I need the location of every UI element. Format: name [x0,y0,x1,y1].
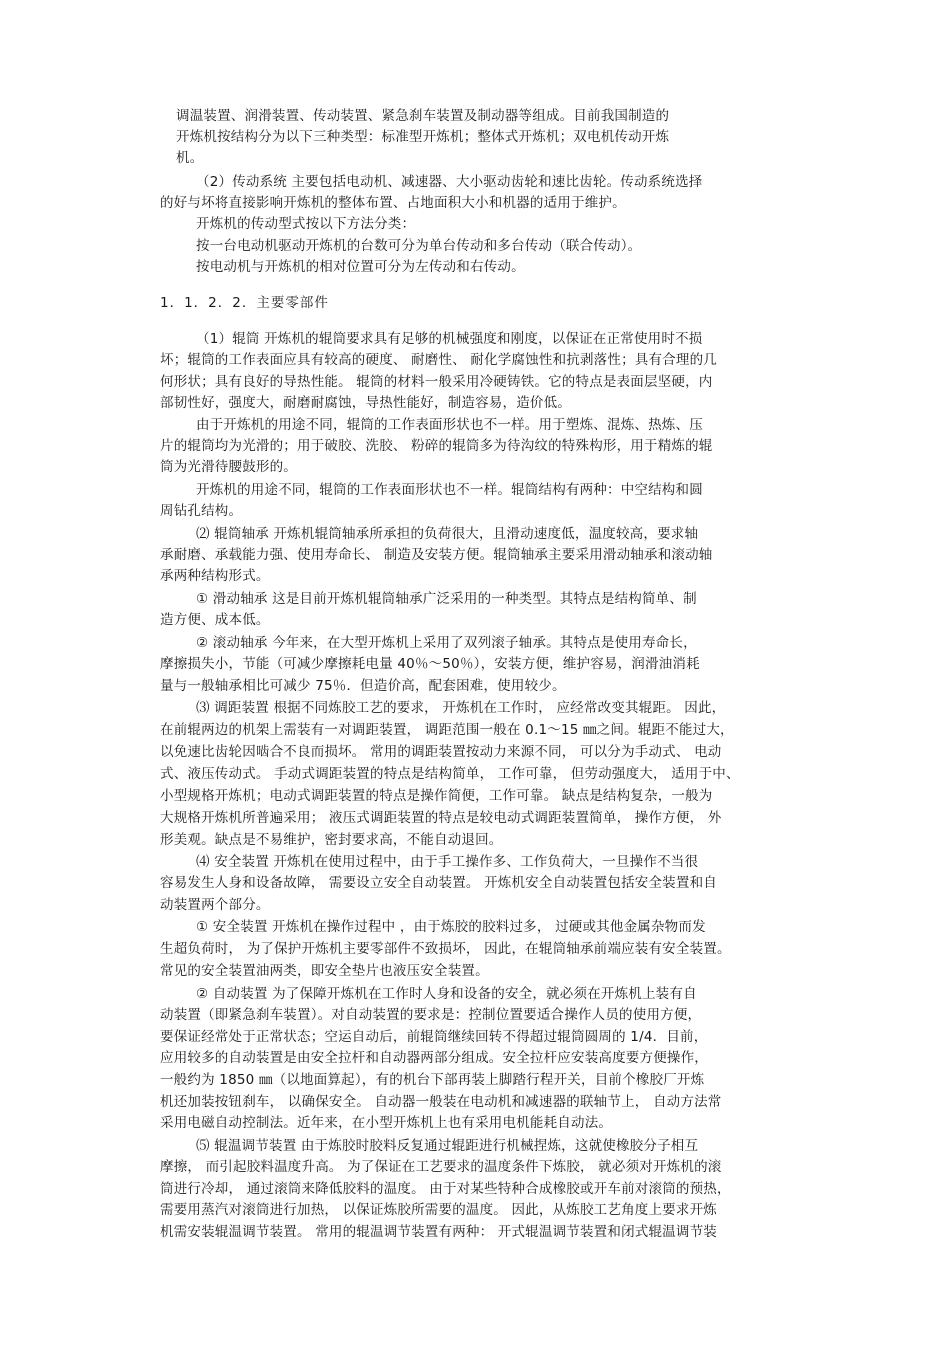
text-line: （2）传动系统 主要包括电动机、减速器、大小驱动齿轮和速比齿轮。传动系统选择 [196,174,703,190]
text-line: ② 滚动轴承 今年来，在大型开炼机上采用了双列滚子轴承。其特点是使用寿命长， [196,635,697,651]
text-line: 形美观。缺点是不易维护，密封要求高，不能自动退回。 [160,832,503,848]
text-line: 承耐磨、承载能力强、使用寿命长、 制造及安装方便。辊筒轴承主要采用滑动轴承和滚动轴 [160,547,713,563]
text-line: 何形状；具有良好的导热性能。 辊筒的材料一般采用冷硬铸铁。它的特点是表面层坚硬，内 [160,374,713,390]
text-line: 动装置（即紧急刹车装置）。对自动装置的要求是：控制位置要适合操作人员的使用方便， [160,1007,702,1023]
text-line: 承两种结构形式。 [160,568,270,584]
section-heading: 1．1．2．2．主要零部件 [160,295,329,311]
text-line: 式、液压传动式。 手动式调距装置的特点是结构简单， 工作可靠， 但劳动强度大， 适用于中、 [160,766,740,782]
text-line: 容易发生人身和设备故障， 需要设立安全自动装置。 开炼机安全自动装置包括安全装置和自 [160,875,717,891]
text-line: 由于开炼机的用途不同，辊筒的工作表面形状也不一样。用于塑炼、混炼、热炼、压 [196,417,703,433]
text-line: 开炼机按结构分为以下三种类型：标准型开炼机；整体式开炼机；双电机传动开炼 [176,129,670,145]
text-line: 应用较多的自动装置是由安全拉杆和自动器两部分组成。安全拉杆应安装高度要方便操作， [160,1050,708,1066]
text-line: 开炼机的传动型式按以下方法分类： [196,216,416,232]
text-line: 筒为光滑待腰鼓形的。 [160,459,297,475]
text-line: 摩擦， 而引起胶料温度升高。 为了保证在工艺要求的温度条件下炼胶， 就必须对开炼机的滚 [160,1159,722,1175]
text-line: 开炼机的用途不同，辊筒的工作表面形状也不一样。辊筒结构有两种：中空结构和圆 [196,482,703,498]
text-line: 的好与坏将直接影响开炼机的整体布置、占地面积大小和机器的适用于维护。 [160,195,626,211]
text-line: ⑷ 安全装置 开炼机在使用过程中，由于手工操作多、工作负荷大，一旦操作不当很 [196,854,699,870]
text-line: 生超负荷时， 为了保护开炼机主要零部件不致损坏， 因此，在辊筒轴承前端应装有安全装置。 [160,941,731,957]
text-line: 按电动机与开炼机的相对位置可分为左传动和右传动。 [196,259,525,275]
text-line: 按一台电动机驱动开炼机的台数可分为单台传动和多台传动（联合传动）。 [196,238,642,254]
text-line: 机。 [176,150,204,166]
text-line: 以免速比齿轮因啮合不良而损坏。 常用的调距装置按动力来源不同， 可以分为手动式、 电动 [160,744,722,760]
text-line: 片的辊筒均为光滑的；用于破胶、洗胶、 粉碎的辊筒多为待沟纹的特殊构形，用于精炼的辊 [160,438,713,454]
text-line: 量与一般轴承相比可减少 75％．但造价高，配套困难，使用较少。 [160,678,566,694]
text-line: 动装置两个部分。 [160,897,270,913]
text-line: 机需安装辊温调节装置。 常用的辊温调节装置有两种： 开式辊温调节装置和闭式辊温调节装 [160,1224,717,1240]
text-line: ⑵ 辊筒轴承 开炼机辊筒轴承所承担的负荷很大，且滑动速度低，温度较高，要求轴 [196,526,699,542]
text-line: 周钻孔结构。 [160,503,243,519]
text-line: ① 安全装置 开炼机在操作过程中 ，由于炼胶的胶料过多， 过硬或其他金属杂物而发 [196,919,706,935]
text-line: 坏；辊筒的工作表面应具有较高的硬度、 耐磨性、 耐化学腐蚀性和抗剥落性；具有合理的几 [160,352,717,368]
text-line: 小型规格开炼机；电动式调距装置的特点是操作简便，工作可靠。 缺点是结构复杂，一般为 [160,788,713,804]
text-line: ⑸ 辊温调节装置 由于炼胶时胶料反复通过辊距进行机械捏炼，这就使橡胶分子相互 [196,1138,699,1154]
text-line: 摩擦损失小，节能（可减少摩擦耗电量 40％～50％），安装方便，维护容易，润滑油消耗 [160,656,700,672]
text-line: （1）辊筒 开炼机的辊筒要求具有足够的机械强度和刚度，以保证在正常使用时不损 [196,331,703,347]
text-line: 常见的安全装置油两类，即安全垫片也液压安全装置。 [160,963,489,979]
text-line: 在前辊两边的机架上需装有一对调距装置， 调距范围一般在 0.1～15 ㎜之间。辊距不能过大， [160,722,734,738]
text-line: 调温装置、润滑装置、传动装置、紧急刹车装置及制动器等组成。目前我国制造的 [176,108,670,124]
text-line: 要保证经常处于正常状态；空运自动后，前辊筒继续回转不得超过辊筒圆周的 1/4．目前， [160,1029,708,1045]
text-line: 部韧性好，强度大，耐磨耐腐蚀，导热性能好，制造容易，造价低。 [160,395,571,411]
text-line: 一般约为 1850 ㎜（以地面算起），有的机台下部再装上脚踏行程开关，目前个橡胶厂开炼 [160,1072,705,1088]
text-line: 筒进行冷却， 通过滚筒来降低胶料的温度。 由于对某些特种合成橡胶或开车前对滚筒的预热， [160,1181,731,1197]
text-line: ② 自动装置 为了保障开炼机在工作时人身和设备的安全，就必须在开炼机上装有自 [196,986,697,1002]
text-line: 机还加装按钮刹车， 以确保安全。 自动器一般装在电动机和减速器的联轴节上， 自动方法常 [160,1094,722,1110]
text-line: 造方便、成本低。 [160,612,270,628]
text-line: 需要用蒸汽对滚筒进行加热， 以保证炼胶所需要的温度。 因此，从炼胶工艺角度上要求开炼 [160,1202,717,1218]
text-line: 大规格开炼机所普遍采用； 液压式调距装置的特点是较电动式调距装置简单， 操作方便， 外 [160,810,722,826]
text-line: 采用电磁自动控制法。近年来，在小型开炼机上也有采用电机能耗自动法。 [160,1115,613,1131]
text-line: ① 滑动轴承 这是目前开炼机辊筒轴承广泛采用的一种类型。其特点是结构简单、制 [196,591,697,607]
text-line: ⑶ 调距装置 根据不同炼胶工艺的要求， 开炼机在工作时， 应经常改变其辊距。 因此， [196,700,726,716]
